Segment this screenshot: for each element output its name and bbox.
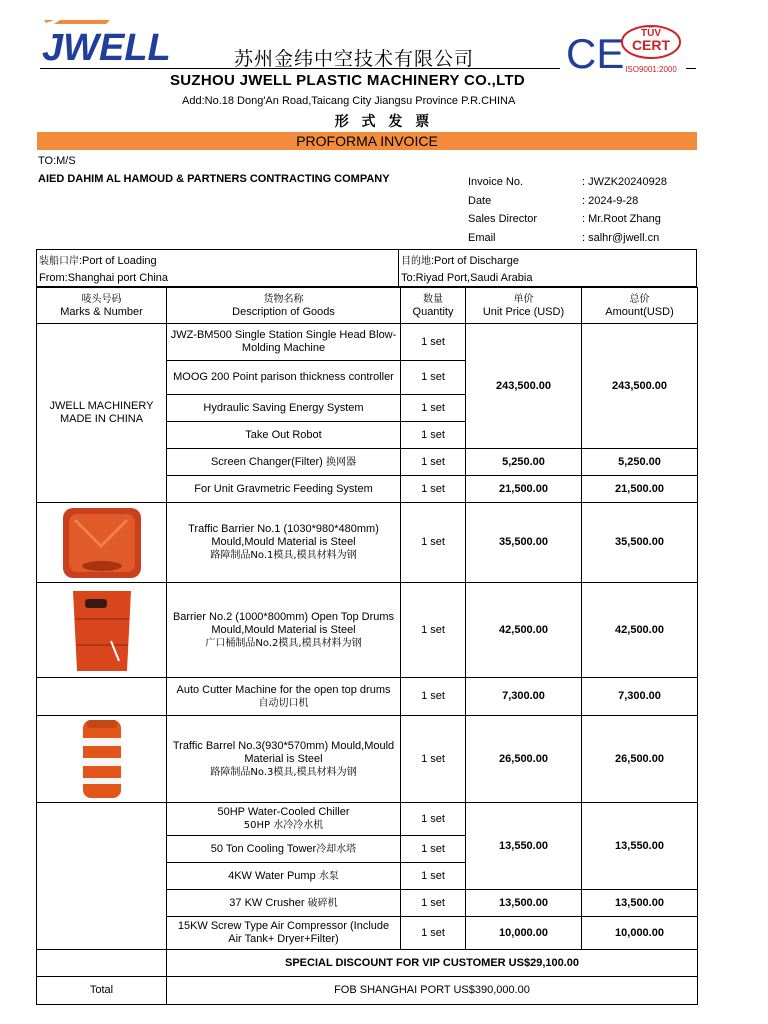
document-title-bar: PROFORMA INVOICE (37, 132, 697, 150)
open-top-drum-photo (67, 585, 137, 675)
item-quantity: 1 set (401, 583, 466, 678)
item-unit-price: 10,000.00 (466, 917, 582, 950)
svg-text:JWELL: JWELL (42, 27, 171, 69)
port-of-loading (37, 250, 399, 286)
port-of-discharge (399, 250, 696, 286)
traffic-barrier-photo (61, 506, 143, 580)
loading-label-cn: 装船口岸 (39, 256, 79, 267)
item-amount: 42,500.00 (582, 583, 698, 678)
invoice-info (468, 173, 667, 248)
item-quantity: 1 set (401, 836, 466, 863)
item-quantity: 1 set (401, 449, 466, 476)
product-photo-cell (37, 716, 167, 803)
discount-row (37, 950, 698, 977)
product-photo-cell (37, 503, 167, 583)
item-quantity: 1 set (401, 917, 466, 950)
traffic-barrel-photo (77, 718, 127, 800)
item-quantity: 1 set (401, 803, 466, 836)
item-quantity: 1 set (401, 395, 466, 422)
total-value: FOB SHANGHAI PORT US$390,000.00 (167, 977, 698, 1005)
svg-text:TÜV: TÜV (641, 28, 661, 39)
item-amount: 26,500.00 (582, 716, 698, 803)
buyer-name: AIED DAHIM AL HAMOUD & PARTNERS CONTRACTING COMPANY (38, 173, 390, 185)
item-description: For Unit Gravmetric Feeding System (167, 476, 401, 503)
table-row (37, 583, 698, 678)
marks-cell-empty (37, 950, 167, 977)
col-header-amount: 总价 Amount(USD) (582, 288, 698, 324)
discharge-label-cn: 目的地 (401, 256, 431, 267)
item-quantity: 1 set (401, 361, 466, 395)
group-unit-price: 13,550.00 (466, 803, 582, 890)
svg-text:CERT: CERT (631, 37, 671, 53)
info-value: : JWZK20240928 (582, 176, 667, 188)
table-row (37, 803, 698, 836)
item-unit-price: 5,250.00 (466, 449, 582, 476)
invoice-info-row (468, 192, 667, 211)
company-name-cn: 苏州金纬中空技术有限公司 (234, 48, 475, 70)
header-dash (686, 68, 696, 69)
item-amount: 10,000.00 (582, 917, 698, 950)
item-description: Traffic Barrier No.1 (1030*980*480mm) Mould,Mould Material is Steel 路障制品No.1模具,模具材料为钢 (167, 503, 401, 583)
svg-text:CE: CE (566, 30, 625, 77)
total-label: Total (37, 977, 167, 1005)
item-quantity: 1 set (401, 476, 466, 503)
col-header-marks: 唛头号码 Marks & Number (37, 288, 167, 324)
product-photo-cell (37, 583, 167, 678)
item-description: Screen Changer(Filter) 换网器 (167, 449, 401, 476)
col-header-unit-price: 单价 Unit Price (USD) (466, 288, 582, 324)
item-description: MOOG 200 Point parison thickness controller (167, 361, 401, 395)
info-label: Invoice No. (468, 176, 524, 188)
group-unit-price: 243,500.00 (466, 324, 582, 449)
item-description: Auto Cutter Machine for the open top drums 自动切口机 (167, 678, 401, 716)
info-value: : Mr.Root Zhang (582, 213, 661, 226)
email-value[interactable]: : salhr@jwell.cn (582, 232, 660, 245)
marks-cell-empty (37, 803, 167, 950)
item-unit-price: 7,300.00 (466, 678, 582, 716)
item-amount: 13,500.00 (582, 890, 698, 917)
item-quantity: 1 set (401, 678, 466, 716)
item-description: Traffic Barrel No.3(930*570mm) Mould,Mould Material is Steel 路障制品No.3模具,模具材料为钢 (167, 716, 401, 803)
invoice-table (36, 287, 698, 1005)
item-quantity: 1 set (401, 863, 466, 890)
item-description: 50 Ton Cooling Tower冷却水塔 (167, 836, 401, 863)
company-address: Add:No.18 Dong'An Road,Taicang City Jiangsu Province P.R.CHINA (182, 95, 516, 107)
table-row (37, 678, 698, 716)
svg-text:ISO9001:2000: ISO9001:2000 (625, 65, 677, 74)
table-row (37, 503, 698, 583)
vip-discount: SPECIAL DISCOUNT FOR VIP CUSTOMER US$29,100.00 (167, 950, 698, 977)
item-quantity: 1 set (401, 422, 466, 449)
invoice-info-row (468, 210, 667, 229)
item-description: 50HP Water-Cooled Chiller 50HP 水冷冷水机 (167, 803, 401, 836)
item-quantity: 1 set (401, 716, 466, 803)
info-label: Sales Director (468, 213, 538, 226)
item-unit-price: 35,500.00 (466, 503, 582, 583)
jwell-logo (40, 16, 171, 69)
loading-label-en: :Port of Loading (79, 255, 157, 267)
table-header-row (37, 288, 698, 324)
to-label: TO:M/S (38, 155, 76, 167)
company-name-en: SUZHOU JWELL PLASTIC MACHINERY CO.,LTD (170, 72, 526, 89)
marks-cell-empty (37, 678, 167, 716)
item-unit-price: 42,500.00 (466, 583, 582, 678)
item-unit-price: 13,500.00 (466, 890, 582, 917)
total-row (37, 977, 698, 1005)
info-label: Date (468, 194, 492, 207)
item-description: Barrier No.2 (1000*800mm) Open Top Drums Mould,Mould Material is Steel 广口桶制品No.2模具,模具材料为钢 (167, 583, 401, 678)
info-value: : 2024-9-28 (582, 194, 639, 207)
discharge-value: To:Riyad Port,Saudi Arabia (401, 272, 533, 284)
item-description: Hydraulic Saving Energy System (167, 395, 401, 422)
invoice-info-row (468, 173, 667, 192)
item-amount: 7,300.00 (582, 678, 698, 716)
info-label: Email (468, 232, 496, 245)
group-amount: 243,500.00 (582, 324, 698, 449)
header-rule (40, 68, 560, 69)
item-unit-price: 26,500.00 (466, 716, 582, 803)
item-amount: 5,250.00 (582, 449, 698, 476)
tuv-cert-icon (620, 22, 682, 76)
ports-box (36, 249, 697, 287)
item-quantity: 1 set (401, 503, 466, 583)
col-header-description: 货物名称 Description of Goods (167, 288, 401, 324)
discharge-label-en: :Port of Discharge (431, 255, 520, 267)
table-row (37, 716, 698, 803)
item-amount: 21,500.00 (582, 476, 698, 503)
loading-value: From:Shanghai port China (39, 272, 169, 284)
item-description: 15KW Screw Type Air Compressor (Include Air Tank+ Dryer+Filter) (167, 917, 401, 950)
col-header-quantity: 数量 Quantity (401, 288, 466, 324)
item-amount: 35,500.00 (582, 503, 698, 583)
invoice-info-row (468, 229, 667, 248)
table-row (37, 324, 698, 361)
item-description: Take Out Robot (167, 422, 401, 449)
item-description: JWZ-BM500 Single Station Single Head Blow-Molding Machine (167, 324, 401, 361)
document-title-cn: 形 式 发 票 (334, 114, 434, 130)
item-quantity: 1 set (401, 324, 466, 361)
item-description: 37 KW Crusher 破碎机 (167, 890, 401, 917)
item-quantity: 1 set (401, 890, 466, 917)
group-amount: 13,550.00 (582, 803, 698, 890)
item-description: 4KW Water Pump 水泵 (167, 863, 401, 890)
ce-mark-icon (566, 30, 625, 77)
marks-cell: JWELL MACHINERY MADE IN CHINA (37, 324, 167, 503)
item-unit-price: 21,500.00 (466, 476, 582, 503)
